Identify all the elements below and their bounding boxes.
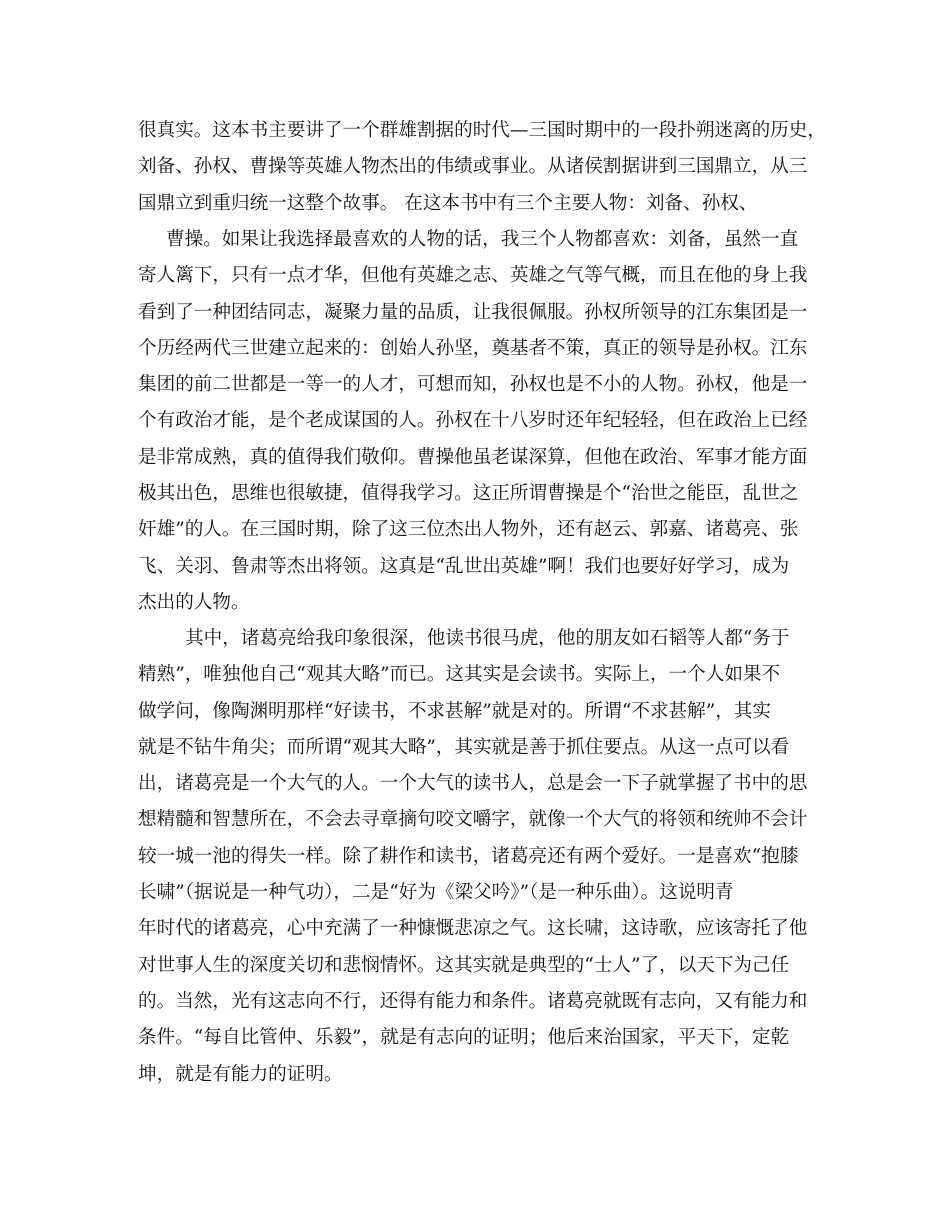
text-line: 看到了一种团结同志，凝聚力量的品质，让我很佩服。孙权所领导的江东集团是一 <box>138 301 808 323</box>
text-line: 是非常成熟，真的值得我们敬仰。曹操他虽老谋深算，但他在政治、军事才能方面 <box>138 446 808 468</box>
text-line: 刘备、孙权、曹操等英雄人物杰出的伟绩或事业。从诸侯割据讲到三国鼎立，从三 <box>138 156 808 178</box>
text-line: 较一城一池的得失一样。除了耕作和读书，诸葛亮还有两个爱好。一是喜欢“抱膝 <box>138 845 799 867</box>
paragraph-2 <box>138 222 814 621</box>
text-line: 飞、关羽、鲁肃等杰出将领。这真是“乱世出英雄”啊！我们也要好好学习，成为 <box>138 555 790 577</box>
text-line: 年时代的诸葛亮，心中充满了一种慷慨悲凉之气。这长啸，这诗歌，应该寄托了他 <box>138 918 808 940</box>
text-line: 做学问，像陶渊明那样“好读书，不求甚解”就是对的。所谓“不求甚解”，其实 <box>138 700 772 722</box>
paragraph-1 <box>138 113 826 222</box>
text-line: 集团的前二世都是一等一的人才，可想而知，孙权也是不小的人物。孙权，他是一 <box>138 374 808 396</box>
text-line: 杰出的人物。 <box>138 591 250 613</box>
text-line: 很真实。这本书主要讲了一个群雄割据的时代—三国时期中的一段扑朔迷离的历史， <box>138 120 826 141</box>
text-line: 条件。“每自比管仲、乐毅”，就是有志向的证明；他后来治国家，平天下，定乾 <box>138 1027 790 1049</box>
text-line: 其中，诸葛亮给我印象很深，他读书很马虎，他的朋友如石韬等人都“务于 <box>185 628 790 649</box>
text-line: 长啸”（据说是一种气功），二是“好为《梁父吟》”（是一种乐曲）。这说明青 <box>138 882 734 904</box>
text-line: 寄人篱下，只有一点才华，但他有英雄之志、英雄之气等气概，而且在他的身上我 <box>138 265 808 287</box>
text-line: 曹操。如果让我选择最喜欢的人物的话，我三个人物都喜欢：刘备，虽然一直 <box>166 229 799 250</box>
text-line: 对世事人生的深度关切和悲悯情怀。这其实就是典型的“士人”了，以天下为己任 <box>138 954 790 976</box>
text-line: 坤，就是有能力的证明。 <box>138 1063 343 1085</box>
text-line: 国鼎立到重归统一这整个故事。 在这本书中有三个主要人物：刘备、孙权、 <box>138 192 758 214</box>
text-line: 个历经两代三世建立起来的：创始人孙坚，奠基者不策，真正的领导是孙权。江东 <box>138 337 808 359</box>
text-line: 的。当然，光有这志向不行，还得有能力和条件。诸葛亮就既有志向，又有能力和 <box>138 990 808 1012</box>
text-line: 想精髓和智慧所在，不会去寻章摘句咬文嚼字，就像一个大气的将领和统帅不会计 <box>138 809 808 831</box>
text-line: 出，诸葛亮是一个大气的人。一个大气的读书人，总是会一下子就掌握了书中的思 <box>138 773 808 795</box>
paragraph-3 <box>138 621 814 1093</box>
text-line: 奸雄”的人。在三国时期，除了这三位杰出人物外，还有赵云、郭嘉、诸葛亮、张 <box>138 519 799 541</box>
text-line: 就是不钻牛角尖；而所谓“观其大略”，其实就是善于抓住要点。从这一点可以看 <box>138 736 790 758</box>
text-line: 个有政治才能，是个老成谋国的人。孙权在十八岁时还年纪轻轻，但在政治上已经 <box>138 410 808 432</box>
text-line: 精熟”，唯独他自己“观其大略”而已。这其实是会读书。实际上，一个人如果不 <box>138 664 781 686</box>
text-line: 极其出色，思维也很敏捷，值得我学习。这正所谓曹操是个“治世之能臣，乱世之 <box>138 483 799 505</box>
